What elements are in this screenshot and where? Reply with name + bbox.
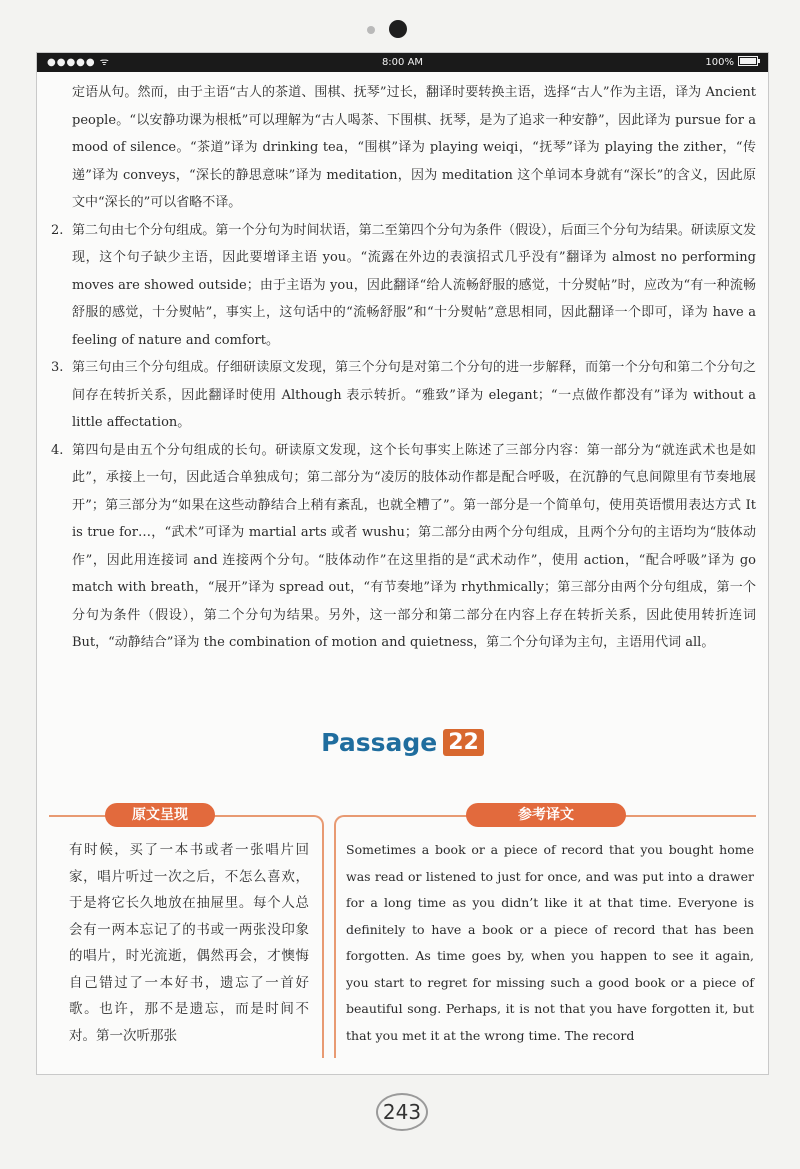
camera-lens-icon bbox=[389, 20, 407, 38]
battery-indicator bbox=[705, 53, 758, 72]
analysis-item bbox=[51, 437, 756, 657]
analysis-item bbox=[51, 217, 756, 355]
analysis-section bbox=[51, 79, 756, 657]
analysis-intro-text: 定语从句。然而，由于主语“古人的茶道、围棋、抚琴”过长，翻译时要转换主语，选择“古人”作为主语，译为 Ancient people。“以安静功课为根柢”可以理解为“古人喝茶、下围棋、抚琴，是为了追求一种安静”，因此译为 pursue for a mood of silence。“茶道”译为 drinking tea，“围棋”译为 playing weiqi，“抚琴”译为 playing the zither，“传递”译为 conveys，“深长的静思意味”译为 meditation，因为 meditation 这个单词本身就有“深长”的含义，因此原文中“深长的”可以省略不译。 bbox=[72, 85, 756, 210]
original-text-panel bbox=[49, 807, 324, 1058]
camera-indicator bbox=[0, 20, 800, 40]
page-number: 243 bbox=[376, 1093, 428, 1131]
passage-number-badge: 22 bbox=[443, 729, 484, 756]
analysis-item bbox=[51, 354, 756, 437]
tablet-screen bbox=[36, 52, 769, 1075]
item-number: 2. bbox=[51, 222, 64, 238]
item-number: 4. bbox=[51, 442, 64, 458]
translation-panel bbox=[334, 807, 756, 1058]
analysis-intro bbox=[51, 79, 756, 217]
item-text: 第三句由三个分句组成。仔细研读原文发现，第三个分句是对第二个分句的进一步解释，而第一个分句和第二个分句之间存在转折关系，因此翻译时使用 Although 表示转折。“雅致”译为 elegant；“一点做作都没有”译为 without a little affectation。 bbox=[72, 360, 756, 430]
battery-percent: 100% bbox=[705, 57, 734, 68]
item-text: 第二句由七个分句组成。第一个分句为时间状语，第二至第四个分句为条件（假设），后面三个分句为结果。研读原文发现，这个句子缺少主语，因此要增译主语 you。“流露在外边的表演招式几乎没有”翻译为 almost no performing moves are showed outside；由于主语为 you，因此翻译“给人流畅舒服的感觉，十分熨帖”时，应改为“有一种流畅舒服的感觉，十分熨帖”，事实上，这句话中的“流畅舒服”和“十分熨帖”意思相同，因此翻译一个即可，译为 have a feeling of nature and comfort。 bbox=[72, 222, 756, 348]
passage-heading bbox=[37, 728, 768, 757]
original-text: 有时候，买了一本书或者一张唱片回家，唱片听过一次之后，不怎么喜欢，于是将它长久地放在抽屉里。每个人总会有一两本忘记了的书或一两张没印象的唱片，时光流逝，偶然再会，才懊悔自己错过了一本好书，遗忘了一首好歌。也许，那不是遗忘，而是时间不对。第一次听那张 bbox=[69, 842, 309, 1044]
status-bar bbox=[37, 53, 768, 72]
sensor-dot-icon bbox=[367, 26, 375, 34]
signal-wifi-icon: ●●●●● ᯤ bbox=[47, 57, 110, 68]
item-text: 第四句是由五个分句组成的长句。研读原文发现，这个长句事实上陈述了三部分内容：第一部分为“就连武术也是如此”，承接上一句，因此适合单独成句；第二部分为“凌厉的肢体动作都是配合呼吸，在沉静的气息间隙里有节奏地展开”；第三部分为“如果在这些动静结合上稍有紊乱，也就全糟了”。第一部分是一个简单句，使用英语惯用表达方式 It is true for…，“武术”可译为 martial arts 或者 wushu；第二部分由两个分句组成，且两个分句的主语均为“肢体动作”，因此用连接词 and 连接两个分句。“肢体动作”在这里指的是“武术动作”，使用 action，“配合呼吸”译为 go match with breath，“展开”译为 spread out，“有节奏地”译为 rhythmically；第三部分由两个分句组成，第一个分句为条件（假设），第二个分句为结果。另外，这一部分和第二部分在内容上存在转折关系，因此使用转折连词 But，“动静结合”译为 the combination of motion and quietness，第二个分句译为主句，主语用代词 all。 bbox=[72, 442, 756, 650]
original-text-tab: 原文呈现 bbox=[105, 803, 215, 827]
battery-icon bbox=[738, 56, 758, 66]
item-number: 3. bbox=[51, 360, 64, 375]
translation-tab: 参考译文 bbox=[466, 803, 626, 827]
status-time: 8:00 AM bbox=[381, 57, 424, 68]
translation-text: Sometimes a book or a piece of record that you bought home was read or listened to just for once, and was put into a drawer for a long time as you didn’t like it at that time. Everyone is definitely to have a book or a piece of record that has been forgotten. As time goes by, when you happen to see it again, you start to regret for missing such a good book or a piece of beautiful song. Perhaps, it is not that you have forgotten it, but that you met it at the wrong time. The record bbox=[346, 842, 754, 1043]
passage-title: Passage bbox=[321, 728, 438, 757]
